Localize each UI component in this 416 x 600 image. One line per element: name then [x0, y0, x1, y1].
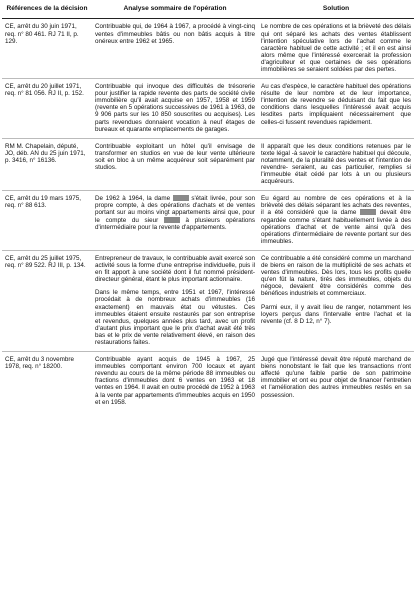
analysis-text: s'était livrée, pour son propre compte, à des opérations d'achats et de ventes portant sur au moins vingt appartements ainsi que, pour le compte du sieur — [95, 195, 255, 224]
table-row — [2, 19, 414, 79]
redacted-name — [173, 195, 189, 201]
solution-text: Eu égard au nombre de ces opérations et à la brièveté des délais séparant les achats des reventes, il a été considéré que la dame — [261, 195, 411, 217]
table-row — [2, 79, 414, 139]
decision-solution — [258, 250, 414, 351]
operation-analysis: Contribuable qui, de 1964 à 1967, a procédé à vingt-cinq ventes d'immeubles bâtis ou non bâtis acquis à titre onéreux entre 1962 et 1965. — [92, 19, 258, 79]
table-row — [2, 138, 414, 191]
redacted-name — [164, 217, 180, 223]
table-row — [2, 250, 414, 351]
header-solution: Solution — [258, 2, 414, 19]
redacted-name — [360, 209, 376, 215]
analysis-paragraph: Entrepreneur de travaux, le contribuable avait exercé son activité sous la forme d'une entreprise individuelle, puis il en fit apport à une société dont il fut nommé président-directeur général, étant le plus important actionnaire. — [95, 254, 255, 284]
decision-reference: CE, arrêt du 30 juin 1971, req. n° 80 461. RJ 71 II, p. 129. — [2, 19, 92, 79]
decision-solution: Le nombre de ces opérations et la brièveté des délais qui ont séparé les achats des ventes établissent l'intention spéculative lors de l'achat comme le caractère habituel de cette activité ; et il en est ainsi alors même que l'intéressé exercerait la profession d'agriculteur et que certaines de ses opérations immobilières se seraient soldées par des pertes. — [258, 19, 414, 79]
table-row — [2, 191, 414, 251]
decision-solution: Jugé que l'intéressé devait être réputé marchand de biens nonobstant le fait que les transactions n'ont affecté qu'une faible partie de son patrimoine immobilier et ont eu pour objet de financer l'entretien et l'amélioration des autres immeubles restés en sa possession. — [261, 356, 411, 399]
decision-solution: Il apparaît que les deux conditions retenues par le texte légal -à savoir le caractère habituel qui découle, notamment, de la pluralité des ventes et l'intention de revendre- seraient, au cas particulier, remplies si l'immeuble était cédé par lots à un ou plusieurs acquéreurs. — [258, 138, 414, 191]
decision-reference: CE, arrêt du 25 juillet 1975, req. n° 89 522. RJ III, p. 134. — [2, 250, 92, 351]
header-analyse: Analyse sommaire de l'opération — [92, 2, 258, 19]
decision-reference: CE, arrêt du 3 novembre 1978, req. n° 18200. — [5, 356, 74, 371]
decision-solution — [258, 191, 414, 251]
analysis-paragraph: Dans le même temps, entre 1951 et 1967, l'intéressé procédait à de nombreux achats d'immeubles (16 exactement) en mauvais état ou vétustes. Ces immeubles étaient ensuite restaurés par son entreprise et revendus, quelques années plus tard, avec un profit d'autant plus important que le prix d'achat avait été très bas et le prix de vente relativement élevé, en raison des restaurations faites. — [95, 289, 255, 346]
operation-analysis: Contribuable ayant acquis de 1945 à 1967, 25 immeubles comportant environ 700 locaux et ayant revendu au cours de la même période 88 immeubles ou fractions d'immeubles dont 6 ventes en 1963 et 18 ventes en 1964. Il avait en outre procédé de 1952 à 1963 à la vente par appartements d'immeubles acquis en 1950 et en 1958. — [95, 356, 255, 406]
table-row — [2, 352, 414, 411]
decision-reference: CE, arrêt du 20 juillet 1971, req. n° 81 056. RJ II, p. 152. — [2, 79, 92, 139]
operation-analysis: Contribuable qui invoque des difficultés de trésorerie pour justifier la rapide revente des parts de société civile immobilière qu'il avait acquise en 1957, 1958 et 1959 (revente en 5 opérations successives de 1961 à 1963, de 9 906 parts sur les 10 850 souscrites ou acquises). Les parts revendues donnaient vocation à neuf étages de bureaux et quarante emplacements de garages. — [92, 79, 258, 139]
table-header-row — [2, 2, 414, 19]
solution-paragraph: Parmi eux, il y avait lieu de ranger, notamment les loyers perçus dans l'intervalle entre l'achat et la revente (cf. 8 D 12, n° 7). — [261, 303, 411, 325]
analysis-text: De 1962 à 1964, la dame — [95, 195, 173, 203]
decision-solution: Au cas d'espèce, le caractère habituel des opérations résulte de leur nombre et de leur importance, l'intention de revendre se déduisant du fait que les conditions dans lesquelles l'intéressé avait acquis lesdites parts impliquaient nécessairement que celles-ci fussent revendues rapidement. — [258, 79, 414, 139]
solution-text: devait être regardée comme s'étant habituellement livrée à des opérations d'achat et de vente ainsi qu'à des opérations d'intermédiaire de revente portant sur des immeubles. — [261, 209, 411, 245]
decision-reference: CE, arrêt du 19 mars 1975, req. n° 88 613. — [2, 191, 92, 251]
operation-analysis — [92, 250, 258, 351]
operation-analysis — [92, 191, 258, 251]
analysis-text: à plusieurs opérations d'intermédiaire pour la revente d'appartements. — [95, 216, 256, 231]
solution-paragraph: Ce contribuable a été considéré comme un marchand de biens en raison de la multiplicité de ses achats et ventes d'immeubles. Dès lors, tous les profits quelle qu'en fût la nature, tirés des immeubles, objets du négoce, devaient être considérés comme des bénéfices industriels et commerciaux. — [261, 254, 411, 298]
operation-analysis: Contribuable exploitant un hôtel qu'il envisage de transformer en studios en vue de leur vente ultérieure soit en bloc à un même acquéreur soit séparément par studios. — [92, 138, 258, 191]
decision-reference: RM M. Chapelain, député, JO, déb. AN du 25 juin 1971, p. 3416, n° 16136. — [2, 138, 92, 191]
jurisprudence-table — [2, 2, 414, 411]
header-references: Références de la décision — [2, 2, 92, 19]
